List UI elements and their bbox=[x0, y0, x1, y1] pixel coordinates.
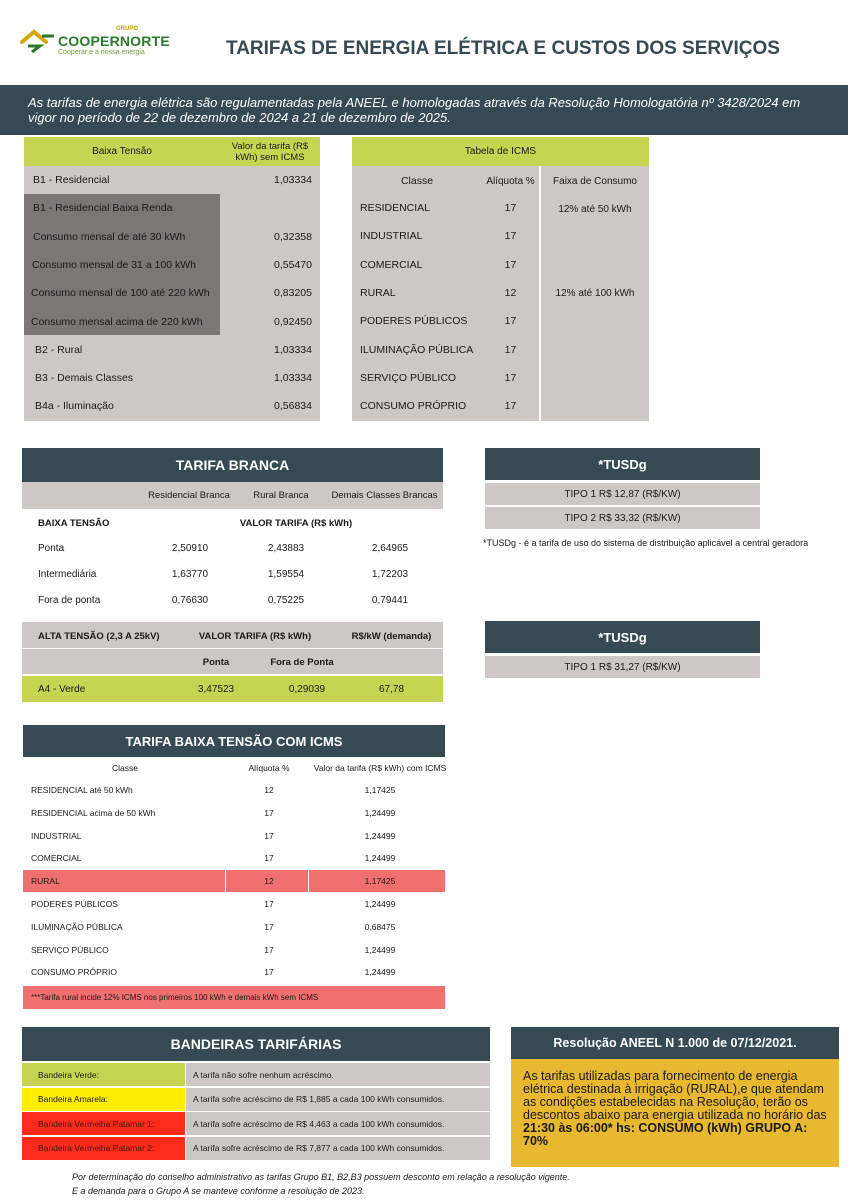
tusdg2-tipo1: TIPO 1 R$ 31,27 (R$/KW) bbox=[485, 656, 760, 678]
icms-row-aliquota: 17 bbox=[504, 202, 517, 214]
btc-row-classe: COMERCIAL bbox=[31, 853, 82, 864]
bt-row-value: 0,55470 bbox=[274, 258, 312, 271]
tb-alta-tensao-label: ALTA TENSÃO (2,3 A 25kV) bbox=[38, 630, 160, 642]
btc-row-valor: 1,17425 bbox=[364, 876, 396, 887]
btc-row-classe: RESIDENCIAL até 50 kWh bbox=[31, 785, 133, 795]
tb-row-label: Ponta bbox=[38, 542, 65, 554]
icms-row-classe: CONSUMO PRÓPRIO bbox=[360, 400, 467, 413]
tusdg1-note: *TUSDg - é a tarifa de uso do sistema de distribuição aplicável a central geradora bbox=[483, 538, 809, 548]
btc-col-valor: Valor da tarifa (R$ kWh) com ICMS bbox=[313, 763, 447, 773]
btc-row-aliquota: 17 bbox=[264, 944, 274, 955]
bt-header-value: Valor da tarifa (R$ kWh) sem ICMS bbox=[220, 137, 320, 166]
btc-row-aliquota: 17 bbox=[264, 853, 274, 864]
bt-row-label: B2 - Rural bbox=[35, 343, 83, 356]
bt-row-label: Consumo mensal de 100 até 220 kWh bbox=[31, 287, 210, 300]
btc-row-classe: INDUSTRIAL bbox=[31, 830, 82, 841]
tb-valor-tarifa-label: VALOR TARIFA (R$ kWh) bbox=[239, 517, 353, 529]
icms-row-classe: RURAL bbox=[360, 286, 396, 299]
btc-row-classe: RURAL bbox=[31, 876, 60, 887]
tb-row-value: 2,43883 bbox=[267, 542, 305, 554]
tb-row-value: 2,50910 bbox=[171, 542, 209, 554]
tb-row-value: 1,72203 bbox=[371, 568, 409, 580]
tb-fora-ponta-label: Fora de Ponta bbox=[270, 656, 334, 668]
resolucao-body bbox=[511, 1059, 839, 1167]
btc-row-classe: RESIDENCIAL acima de 50 kWh bbox=[31, 807, 156, 818]
tb-row-value: 0,76630 bbox=[171, 594, 209, 606]
btc-row-aliquota: 17 bbox=[264, 921, 274, 932]
tusdg1-title: *TUSDg bbox=[485, 448, 760, 480]
tb-a4-label: A4 - Verde bbox=[38, 683, 86, 695]
bt-row-label: B1 - Residencial Baixa Renda bbox=[33, 202, 173, 215]
bt-row-value: 0,56834 bbox=[274, 400, 312, 413]
tb-row-label: Fora de ponta bbox=[38, 594, 101, 606]
bandeira-label: Bandeira Vermelha Patamar 1: bbox=[22, 1112, 185, 1135]
bt-header-label: Baixa Tensão bbox=[24, 137, 220, 166]
logo-tagline: Cooperar é a nossa energia bbox=[58, 49, 145, 56]
tusdg1-tipo1: TIPO 1 R$ 12,87 (R$/KW) bbox=[485, 483, 760, 505]
tb-alta-demanda-label: R$/kW (demanda) bbox=[351, 630, 432, 642]
tb-col-rural: Rural Branca bbox=[253, 490, 309, 501]
tusdg2-title: *TUSDg bbox=[485, 621, 760, 653]
bt-row-value: 1,03334 bbox=[274, 372, 312, 385]
header-banner bbox=[0, 85, 848, 135]
banner-text: As tarifas de energia elétrica são regulamentadas pela ANEEL e homologadas através da Resolução Homologatória nº 3428/2024 em vigor no período de 22 de dezembro de 2024 a 21 de dezembro de 2025. bbox=[28, 95, 801, 125]
bt-row-value: 1,03334 bbox=[274, 174, 312, 186]
btc-col-classe: Classe bbox=[112, 763, 138, 773]
tb-col-residencial: Residencial Branca bbox=[148, 490, 230, 501]
tb-ponta-label: Ponta bbox=[202, 656, 230, 668]
btc-title: TARIFA BAIXA TENSÃO COM ICMS bbox=[23, 725, 445, 757]
icms-col-aliquota: Alíquota % bbox=[486, 175, 535, 187]
footer-line-2: E a demanda para o Grupo A se manteve conforme a resolução de 2023. bbox=[72, 1186, 365, 1196]
btc-row-valor: 1,24499 bbox=[364, 830, 396, 841]
tb-baixa-tensao-label: BAIXA TENSÃO bbox=[38, 517, 110, 529]
company-logo bbox=[20, 24, 170, 64]
icms-row-classe: INDUSTRIAL bbox=[360, 230, 423, 243]
resolucao-title: Resolução ANEEL N 1.000 de 07/12/2021. bbox=[511, 1027, 839, 1059]
tb-row-value: 1,63770 bbox=[171, 568, 209, 580]
btc-row-aliquota: 17 bbox=[264, 967, 274, 978]
footer-line-1: Por determinação do conselho administrativo as tarifas Grupo B1, B2,B3 possuem desconto em relação a resolução vigente. bbox=[72, 1172, 570, 1182]
icms-row-aliquota: 17 bbox=[504, 371, 517, 384]
resolucao-highlight: 21:30 às 06:00* hs: CONSUMO (kWh) GRUPO A: 70% bbox=[523, 1121, 808, 1148]
tb-a4-ponta: 3,47523 bbox=[197, 683, 235, 695]
tb-a4-fora: 0,29039 bbox=[288, 683, 326, 695]
bt-row-label: Consumo mensal acima de 220 kWh bbox=[31, 315, 203, 328]
bandeiras-title: BANDEIRAS TARIFÁRIAS bbox=[22, 1027, 490, 1061]
tb-col-demais: Demais Classes Brancas bbox=[331, 490, 438, 501]
btc-row-aliquota: 17 bbox=[264, 899, 274, 909]
btc-row-valor: 1,24499 bbox=[364, 967, 396, 978]
icms-title: Tabela de ICMS bbox=[352, 137, 649, 166]
btc-row-classe: PODERES PÚBLICOS bbox=[31, 899, 118, 909]
logo-mark-icon bbox=[20, 28, 56, 54]
tb-row-value: 0,79441 bbox=[371, 594, 409, 606]
icms-faixa-rural: 12% até 100 kWh bbox=[555, 287, 635, 299]
btc-row-classe: SERVIÇO PÚBLICO bbox=[31, 944, 109, 955]
icms-col-faixa: Faixa de Consumo bbox=[553, 175, 637, 187]
bt-row-label: B1 - Residencial bbox=[33, 174, 110, 186]
btc-row-aliquota: 12 bbox=[264, 785, 274, 795]
logo-grupo: GRUPO bbox=[116, 26, 139, 32]
bt-row-label: Consumo mensal de 31 a 100 kWh bbox=[32, 258, 197, 271]
bt-row-value: 0,92450 bbox=[274, 315, 312, 328]
page-title: TARIFAS DE ENERGIA ELÉTRICA E CUSTOS DOS SERVIÇOS bbox=[226, 38, 780, 59]
icms-faixa-residencial: 12% até 50 kWh bbox=[558, 203, 632, 215]
btc-row-aliquota: 17 bbox=[264, 807, 274, 818]
bandeira-desc: A tarifa sofre acréscimo de R$ 4,463 a cada 100 kWh consumidos. bbox=[186, 1112, 490, 1135]
icms-row-classe: ILUMINAÇÃO PÚBLICA bbox=[360, 343, 474, 356]
bandeira-desc: A tarifa sofre acréscimo de R$ 7,877 a cada 100 kWh consumidos. bbox=[186, 1137, 490, 1160]
btc-row-valor: 1,24499 bbox=[364, 944, 396, 955]
bt-row-value: 0,32358 bbox=[274, 230, 312, 243]
btc-col-aliquota: Alíquota % bbox=[248, 763, 290, 773]
btc-row-valor: 1,24499 bbox=[364, 899, 396, 909]
icms-row-classe: RESIDENCIAL bbox=[360, 202, 431, 214]
icms-row-aliquota: 17 bbox=[504, 230, 517, 243]
bandeira-desc: A tarifa não sofre nenhum acréscimo. bbox=[186, 1063, 490, 1086]
icms-row-aliquota: 17 bbox=[504, 343, 517, 356]
icms-row-classe: PODERES PÚBLICOS bbox=[360, 315, 468, 328]
btc-row-valor: 1,24499 bbox=[364, 853, 396, 864]
btc-row-valor: 1,17425 bbox=[364, 785, 396, 795]
icms-row-aliquota: 17 bbox=[504, 258, 517, 271]
btc-row-valor: 0,68475 bbox=[364, 921, 396, 932]
tb-a4-demanda: 67,78 bbox=[378, 683, 405, 695]
bt-row-value: 1,03334 bbox=[274, 343, 312, 356]
btc-footnote: ***Tarifa rural incide 12% ICMS nos primeiros 100 kWh e demais kWh sem ICMS bbox=[23, 986, 445, 1009]
bt-row-value: 0,83205 bbox=[274, 287, 312, 300]
icms-row-classe: SERVIÇO PÚBLICO bbox=[360, 371, 457, 384]
bandeira-label: Bandeira Verde: bbox=[22, 1063, 185, 1086]
btc-row-classe: ILUMINAÇÃO PÚBLICA bbox=[31, 921, 123, 932]
tb-row-value: 2,64965 bbox=[371, 542, 409, 554]
icms-col-classe: Classe bbox=[400, 175, 434, 187]
tb-alta-divider bbox=[22, 648, 443, 649]
tarifa-branca-title: TARIFA BRANCA bbox=[22, 448, 443, 482]
btc-row-aliquota: 17 bbox=[264, 830, 274, 841]
footer-notes bbox=[72, 1170, 792, 1198]
btc-rural-divider bbox=[225, 870, 226, 892]
tb-alta-valor-label: VALOR TARIFA (R$ kWh) bbox=[198, 630, 312, 642]
btc-row-classe: CONSUMO PRÓPRIO bbox=[31, 967, 117, 978]
resolucao-text: As tarifas utilizadas para fornecimento de energia elétrica destinada à irrigação (RURAL),e que atendam as condições estabelecidas na Resolução, terão os descontos abaixo para energia utilizada no horário das bbox=[523, 1069, 827, 1122]
bt-row-label: Consumo mensal de até 30 kWh bbox=[33, 230, 186, 243]
tb-row-value: 1,59554 bbox=[267, 568, 305, 580]
icms-row-aliquota: 17 bbox=[504, 400, 517, 413]
bandeira-desc: A tarifa sofre acréscimo de R$ 1,885 a cada 100 kWh consumidos. bbox=[186, 1088, 490, 1111]
btc-row-valor: 1,24499 bbox=[364, 807, 396, 818]
icms-row-aliquota: 17 bbox=[504, 315, 517, 328]
bt-row-value bbox=[220, 194, 312, 222]
bandeira-label: Bandeira Amarela: bbox=[22, 1088, 185, 1111]
logo-name: COOPERNORTE bbox=[58, 33, 170, 49]
bandeira-label: Bandeira Vermelha Patamar 2: bbox=[22, 1137, 185, 1160]
bt-row-label: B3 - Demais Classes bbox=[35, 372, 134, 385]
bt-row-label: B4a - Iluminação bbox=[35, 400, 114, 413]
icms-row-aliquota: 12 bbox=[504, 286, 517, 299]
btc-row-aliquota: 12 bbox=[264, 876, 274, 887]
tb-row-value: 0,75225 bbox=[267, 594, 305, 606]
tusdg1-tipo2: TIPO 2 R$ 33,32 (R$/KW) bbox=[485, 507, 760, 529]
icms-row-classe: COMERCIAL bbox=[360, 258, 423, 271]
tb-row-label: Intermediária bbox=[38, 568, 97, 580]
